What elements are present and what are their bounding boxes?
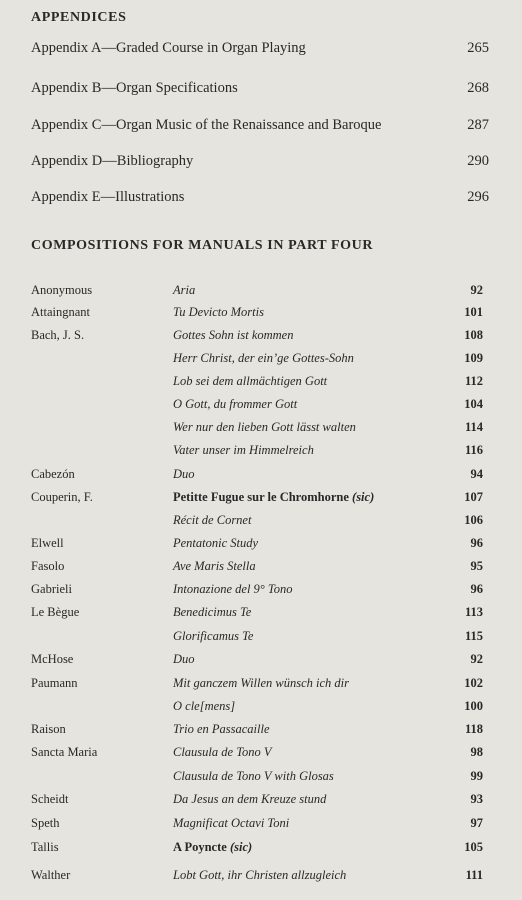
appendix-row — [0, 153, 522, 173]
composition-page-number: 116 — [464, 443, 483, 457]
appendices-heading: APPENDICES — [31, 10, 127, 25]
composer-name: McHose — [31, 652, 74, 666]
composition-row — [0, 605, 522, 623]
composition-row — [0, 351, 522, 369]
composer-name: Attaingnant — [31, 305, 91, 319]
composition-page-number: 92 — [470, 652, 483, 666]
composition-row — [0, 652, 522, 670]
composition-title: Récit de Cornet — [173, 513, 252, 527]
composition-page-number: 115 — [464, 629, 483, 643]
composition-row — [0, 559, 522, 577]
composition-row — [0, 467, 522, 485]
composer-name: Bach, J. S. — [31, 328, 85, 342]
composition-row — [0, 397, 522, 415]
appendix-label: Appendix E—Illustrations — [31, 189, 185, 205]
composition-row — [0, 328, 522, 346]
composer-name: Cabezón — [31, 467, 75, 481]
composition-title: Aria — [173, 283, 196, 297]
composition-title: Mit ganczem Willen wünsch ich dir — [173, 676, 350, 690]
composition-title: Pentatonic Study — [173, 536, 259, 550]
composer-name: Anonymous — [31, 283, 93, 297]
composition-title: Duo — [173, 652, 195, 666]
composition-title — [173, 490, 374, 505]
composition-title: Trio en Passacaille — [173, 722, 270, 736]
composition-row — [0, 374, 522, 392]
sic-note: (sic) — [229, 840, 253, 854]
composition-title: Duo — [173, 467, 195, 481]
composer-name: Raison — [31, 722, 66, 736]
composition-title-text: A Poyncte — [173, 840, 227, 854]
composition-row — [0, 513, 522, 531]
composition-title: Lobt Gott, ihr Christen allzugleich — [173, 868, 347, 882]
appendix-row — [0, 189, 522, 209]
composition-page-number: 96 — [470, 582, 483, 596]
composition-title: O Gott, du frommer Gott — [173, 397, 298, 411]
composer-name: Paumann — [31, 676, 78, 690]
composition-row — [0, 792, 522, 810]
composition-row — [0, 816, 522, 834]
composer-name: Walther — [31, 868, 71, 882]
composition-page-number: 107 — [464, 490, 483, 504]
appendix-page-number: 287 — [467, 117, 489, 133]
composition-title: Wer nur den lieben Gott lässt walten — [173, 420, 356, 434]
composition-page-number: 94 — [470, 467, 483, 481]
composition-title: Vater unser im Himmelreich — [173, 443, 314, 457]
composition-page-number: 99 — [470, 769, 483, 783]
appendix-label: Appendix B—Organ Specifications — [31, 80, 238, 96]
composition-title: Benedicimus Te — [173, 605, 252, 619]
composition-row — [0, 722, 522, 740]
appendix-row — [0, 40, 522, 60]
composition-page-number: 111 — [465, 868, 483, 882]
composition-title: O cle[mens] — [173, 699, 236, 713]
composition-row — [0, 283, 522, 301]
composition-title-text: Petitte Fugue sur le Chromhorne — [173, 490, 349, 504]
composition-row — [0, 868, 522, 886]
composer-name: Elwell — [31, 536, 64, 550]
composition-title: Intonazione del 9° Tono — [173, 582, 293, 596]
composition-page-number: 101 — [464, 305, 483, 319]
composition-title: Lob sei dem allmächtigen Gott — [173, 374, 328, 388]
composition-row — [0, 490, 522, 508]
composition-page-number: 102 — [464, 676, 483, 690]
composition-page-number: 104 — [464, 397, 483, 411]
composition-page-number: 93 — [470, 792, 483, 806]
composition-page-number: 100 — [464, 699, 483, 713]
appendix-page-number: 290 — [467, 153, 489, 169]
composition-row — [0, 699, 522, 717]
composition-row — [0, 629, 522, 647]
composition-page-number: 96 — [470, 536, 483, 550]
composition-row — [0, 745, 522, 763]
composition-title: Clausula de Tono V — [173, 745, 272, 759]
composition-row — [0, 676, 522, 694]
appendix-page-number: 296 — [467, 189, 489, 205]
composition-page-number: 109 — [464, 351, 483, 365]
appendix-page-number: 265 — [467, 40, 489, 56]
composition-page-number: 95 — [470, 559, 483, 573]
composition-title: Herr Christ, der ein’ge Gottes-Sohn — [173, 351, 354, 365]
composition-title: Magnificat Octavi Toni — [173, 816, 290, 830]
composer-name: Fasolo — [31, 559, 65, 573]
composition-row — [0, 840, 522, 858]
composition-row — [0, 420, 522, 438]
composition-row — [0, 305, 522, 323]
composition-page-number: 106 — [464, 513, 483, 527]
composition-row — [0, 443, 522, 461]
composer-name: Tallis — [31, 840, 59, 854]
appendix-page-number: 268 — [467, 80, 489, 96]
composer-name: Speth — [31, 816, 60, 830]
composition-page-number: 105 — [464, 840, 483, 854]
composition-page-number: 118 — [464, 722, 483, 736]
composition-row — [0, 582, 522, 600]
appendix-label: Appendix D—Bibliography — [31, 153, 194, 169]
composition-title: Tu Devicto Mortis — [173, 305, 264, 319]
composition-page-number: 108 — [464, 328, 483, 342]
composition-page-number: 114 — [464, 420, 483, 434]
composition-row — [0, 536, 522, 554]
composition-page-number: 97 — [470, 816, 483, 830]
composer-name: Sancta Maria — [31, 745, 98, 759]
composition-row — [0, 769, 522, 787]
sic-note: (sic) — [352, 490, 375, 504]
composition-page-number: 98 — [470, 745, 483, 759]
composition-title — [173, 840, 252, 855]
appendix-label: Appendix C—Organ Music of the Renaissance and Baroque — [31, 117, 382, 133]
composition-title: Ave Maris Stella — [173, 559, 256, 573]
appendix-row — [0, 117, 522, 137]
composition-title: Glorificamus Te — [173, 629, 254, 643]
composition-page-number: 112 — [464, 374, 483, 388]
composer-name: Scheidt — [31, 792, 69, 806]
composition-title: Da Jesus an dem Kreuze stund — [173, 792, 327, 806]
composition-title: Clausula de Tono V with Glosas — [173, 769, 334, 783]
composer-name: Couperin, F. — [31, 490, 93, 504]
composer-name: Le Bègue — [31, 605, 80, 619]
composition-page-number: 113 — [464, 605, 483, 619]
composition-page-number: 92 — [470, 283, 483, 297]
composition-title: Gottes Sohn ist kommen — [173, 328, 294, 342]
appendix-row — [0, 80, 522, 100]
composer-name: Gabrieli — [31, 582, 72, 596]
compositions-heading: COMPOSITIONS FOR MANUALS IN PART FOUR — [31, 238, 374, 253]
appendix-label: Appendix A—Graded Course in Organ Playing — [31, 40, 306, 56]
